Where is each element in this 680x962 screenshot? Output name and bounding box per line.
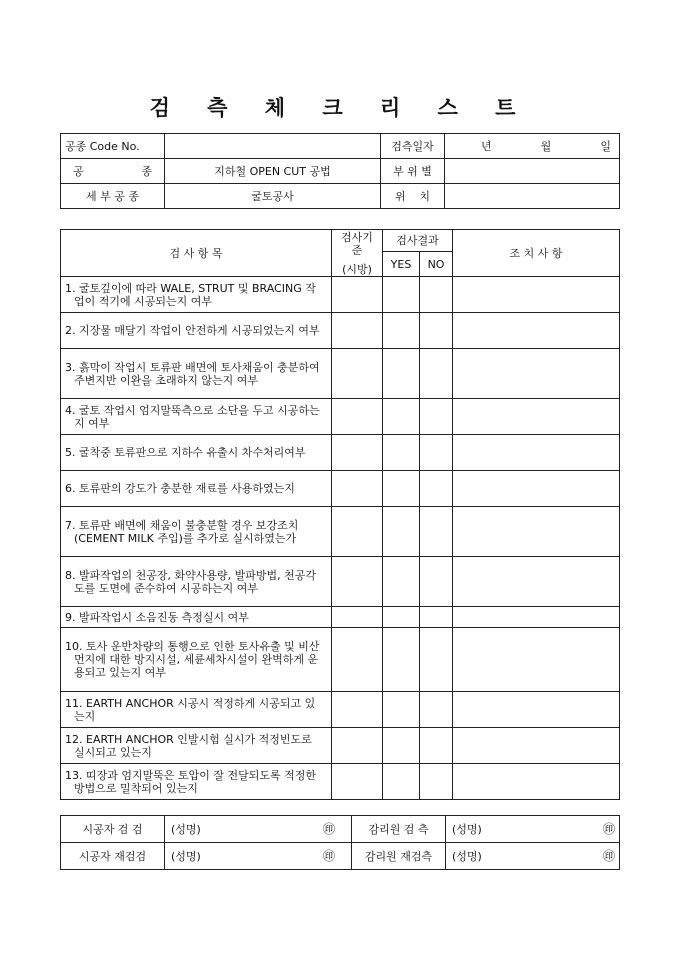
checklist-table — [60, 229, 620, 800]
action-cell[interactable] — [453, 349, 620, 399]
action-cell[interactable] — [453, 557, 620, 607]
table-row — [61, 349, 620, 399]
yes-cell[interactable] — [383, 692, 420, 728]
no-cell[interactable] — [420, 607, 453, 628]
yes-cell[interactable] — [383, 313, 420, 349]
standard-cell[interactable] — [332, 349, 383, 399]
signature-table — [60, 815, 620, 870]
action-cell[interactable] — [453, 471, 620, 507]
table-row — [61, 764, 620, 800]
loc-value[interactable] — [445, 184, 620, 209]
detail-label: 세 부 공 종 — [61, 184, 165, 209]
type-label — [61, 159, 165, 184]
no-cell[interactable] — [420, 728, 453, 764]
seal-icon: ㊞ — [602, 848, 615, 863]
action-cell[interactable] — [453, 764, 620, 800]
item-text: 8. 발파작업의 천공장, 화약사용량, 발파방법, 천공각도를 도면에 준수하여 시공하는지 여부 — [61, 557, 332, 607]
loc-label-1: 위 — [395, 189, 406, 203]
table-row — [61, 507, 620, 557]
item-text: 13. 띠장과 엄지말뚝은 토압이 잘 전달되도록 적정한 방법으로 밀착되어 있는지 — [61, 764, 332, 800]
code-value[interactable] — [165, 134, 381, 159]
action-cell[interactable] — [453, 607, 620, 628]
yes-cell[interactable] — [383, 471, 420, 507]
yes-cell[interactable] — [383, 435, 420, 471]
standard-cell[interactable] — [332, 507, 383, 557]
col-yes: YES — [383, 252, 420, 277]
no-cell[interactable] — [420, 692, 453, 728]
action-cell[interactable] — [453, 728, 620, 764]
date-value[interactable] — [445, 134, 620, 159]
col-action: 조 치 사 항 — [453, 230, 620, 277]
item-text: 3. 흙막이 작업시 토류판 배면에 토사채움이 충분하여 주변지반 이완을 초래하지 않는지 여부 — [61, 349, 332, 399]
table-row — [61, 692, 620, 728]
loc-label — [381, 184, 445, 209]
page-title: 검 측 체 크 리 스 트 — [149, 95, 531, 120]
info-table — [60, 133, 620, 209]
table-row — [61, 399, 620, 435]
contractor-check-label: 시공자 검 검 — [61, 816, 165, 843]
standard-cell[interactable] — [332, 764, 383, 800]
standard-cell[interactable] — [332, 435, 383, 471]
yes-cell[interactable] — [383, 349, 420, 399]
standard-cell[interactable] — [332, 607, 383, 628]
item-text: 9. 발파작업시 소음진동 측정실시 여부 — [61, 607, 332, 628]
yes-cell[interactable] — [383, 728, 420, 764]
no-cell[interactable] — [420, 764, 453, 800]
standard-cell[interactable] — [332, 628, 383, 692]
no-cell[interactable] — [420, 557, 453, 607]
date-year: 년 — [481, 139, 492, 153]
standard-cell[interactable] — [332, 692, 383, 728]
seal-icon: ㊞ — [322, 848, 335, 863]
item-text: 12. EARTH ANCHOR 인발시험 실시가 적정빈도로 실시되고 있는지 — [61, 728, 332, 764]
seal-icon: ㊞ — [322, 821, 335, 836]
standard-cell[interactable] — [332, 313, 383, 349]
name-label: (성명) — [171, 822, 201, 836]
action-cell[interactable] — [453, 277, 620, 313]
part-value[interactable] — [445, 159, 620, 184]
action-cell[interactable] — [453, 692, 620, 728]
name-label: (성명) — [452, 822, 482, 836]
supervisor-check-label: 감리원 검 측 — [352, 816, 446, 843]
no-cell[interactable] — [420, 435, 453, 471]
type-label-1: 공 — [73, 164, 84, 178]
date-day: 일 — [600, 139, 611, 153]
part-label: 부 위 별 — [381, 159, 445, 184]
item-text: 2. 지장물 매달기 작업이 안전하게 시공되었는지 여부 — [61, 313, 332, 349]
yes-cell[interactable] — [383, 399, 420, 435]
action-cell[interactable] — [453, 313, 620, 349]
supervisor-check-sign[interactable] — [446, 816, 620, 843]
type-value[interactable]: 지하철 OPEN CUT 공법 — [165, 159, 381, 184]
no-cell[interactable] — [420, 628, 453, 692]
action-cell[interactable] — [453, 507, 620, 557]
no-cell[interactable] — [420, 277, 453, 313]
date-month: 월 — [540, 139, 552, 153]
yes-cell[interactable] — [383, 628, 420, 692]
item-text: 1. 굴토깊이에 따라 WALE, STRUT 및 BRACING 작업이 적기에 시공되는지 여부 — [61, 277, 332, 313]
loc-label-2: 치 — [419, 189, 430, 203]
action-cell[interactable] — [453, 399, 620, 435]
yes-cell[interactable] — [383, 277, 420, 313]
supervisor-recheck-sign[interactable] — [446, 843, 620, 870]
supervisor-recheck-label: 감리원 재검측 — [352, 843, 446, 870]
col-standard-line2: (시방) — [342, 262, 372, 276]
yes-cell[interactable] — [383, 507, 420, 557]
table-row — [61, 277, 620, 313]
no-cell[interactable] — [420, 313, 453, 349]
code-label: 공종 Code No. — [61, 134, 165, 159]
col-no: NO — [420, 252, 453, 277]
detail-value[interactable]: 굴토공사 — [165, 184, 381, 209]
standard-cell[interactable] — [332, 728, 383, 764]
item-text: 5. 굴착중 토류판으로 지하수 유출시 차수처리여부 — [61, 435, 332, 471]
item-text: 6. 토류판의 강도가 충분한 재료를 사용하였는지 — [61, 471, 332, 507]
table-row — [61, 435, 620, 471]
contractor-check-sign[interactable] — [165, 816, 352, 843]
table-row — [61, 728, 620, 764]
table-row — [61, 628, 620, 692]
col-result: 검사결과 — [383, 230, 453, 252]
contractor-recheck-label: 시공자 재검검 — [61, 843, 165, 870]
item-text: 11. EARTH ANCHOR 시공시 적정하게 시공되고 있는지 — [61, 692, 332, 728]
standard-cell[interactable] — [332, 471, 383, 507]
col-standard — [332, 230, 383, 277]
type-label-2: 종 — [141, 164, 152, 178]
item-text: 7. 토류판 배면에 채움이 불충분할 경우 보강조치(CEMENT MILK 주입)를 추가로 실시하였는가 — [61, 507, 332, 557]
standard-cell[interactable] — [332, 399, 383, 435]
no-cell[interactable] — [420, 399, 453, 435]
yes-cell[interactable] — [383, 764, 420, 800]
action-cell[interactable] — [453, 435, 620, 471]
col-standard-line1: 검사기준 — [341, 230, 373, 257]
no-cell[interactable] — [420, 349, 453, 399]
table-row — [61, 557, 620, 607]
col-items: 검 사 항 목 — [61, 230, 332, 277]
standard-cell[interactable] — [332, 277, 383, 313]
standard-cell[interactable] — [332, 557, 383, 607]
name-label: (성명) — [452, 849, 482, 863]
table-row — [61, 471, 620, 507]
no-cell[interactable] — [420, 471, 453, 507]
table-row — [61, 607, 620, 628]
name-label: (성명) — [171, 849, 201, 863]
item-text: 4. 굴토 작업시 엄지말뚝측으로 소단을 두고 시공하는지 여부 — [61, 399, 332, 435]
table-row — [61, 313, 620, 349]
contractor-recheck-sign[interactable] — [165, 843, 352, 870]
yes-cell[interactable] — [383, 607, 420, 628]
item-text: 10. 토사 운반차량의 통행으로 인한 토사유출 및 비산먼지에 대한 방지시설, 세륜세차시설이 완벽하게 운용되고 있는지 여부 — [61, 628, 332, 692]
yes-cell[interactable] — [383, 557, 420, 607]
no-cell[interactable] — [420, 507, 453, 557]
seal-icon: ㊞ — [602, 821, 615, 836]
date-label: 검측일자 — [381, 134, 445, 159]
action-cell[interactable] — [453, 628, 620, 692]
